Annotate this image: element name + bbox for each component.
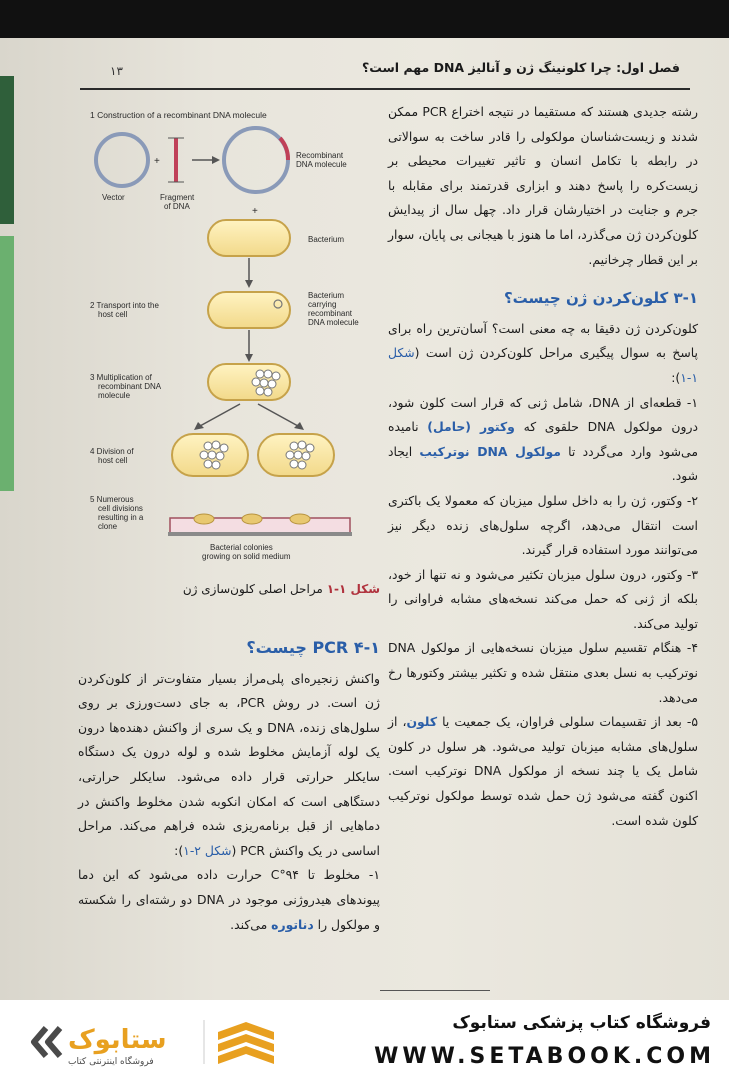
term-vector: وکتور (حامل) [427, 419, 515, 435]
recombinant-circle [224, 128, 288, 192]
step5-label: 5 Numerous cell divisions resulting in a clone [90, 495, 144, 531]
header-rule [80, 88, 690, 90]
shop-url-link[interactable]: WWW.SETABOOK.COM [374, 1044, 715, 1069]
shop-name: فروشگاه کتاب پزشکی ستابوک [452, 1013, 711, 1033]
plus-sign-1: + [154, 156, 160, 167]
vector-circle [96, 134, 148, 186]
chapter-tab [0, 236, 14, 491]
step2-label: 2 Transport into the host cell [90, 301, 159, 319]
term-denature: دناتوره [271, 916, 314, 932]
intro-paragraph: رشته جدیدی هستند که مستقیما در نتیجه اختراع PCR ممکن شدند و زیست‌شناسان مولکولی را قادر ساخت به سوالاتی در رابطه با تکامل انسان و تاثیر تغییرات محیطی بر زیست‌کره را پاسخ دهند و ابزاری قدرتمند برای مقابله با جرم و جنایت در اختیارشان قرار داد. چهل سال از پیدایش کلون‌کردن ژن می‌گذرد، اما ما هنوز با هیجانی بی پایان، سوار بر این قطار چرخانیم. [388, 104, 698, 267]
step4-label: 4 Division of host cell [90, 447, 134, 465]
term-recombinant-dna: مولکول DNA نوترکیب [419, 443, 561, 459]
header-title: فصل اول: چرا کلونینگ ژن و آنالیز DNA مهم است؟ [362, 60, 680, 75]
logo-word: ستابوک [68, 1025, 167, 1055]
step-4: ۴- هنگام تقسیم سلول میزبان نسخه‌هایی از مولکول DNA نوترکیب به نسل بعدی منتقل شده و تکثیر بیشتر وکتورها رخ می‌دهد. [388, 640, 698, 705]
book-chevron-icon [218, 1022, 274, 1064]
dna-fragment [174, 138, 178, 182]
colony-1 [194, 514, 214, 524]
step-1: ۱- قطعه‌ای از DNA، شامل ژنی که قرار است کلون شود، درون مولکول DNA حلقوی که وکتور (حامل) نامیده می‌شود وارد می‌گردد تا مولکول DNA نوترکیب ایجاد شود. [388, 394, 699, 484]
carrying-label: Bacterium carrying recombinant DNA molecule [308, 291, 359, 327]
figure-reference-2: شکل ۲-۱ [183, 842, 232, 858]
figure-caption [78, 582, 380, 596]
bacterium-3 [208, 364, 290, 400]
colony-2 [242, 514, 262, 524]
footnote-rule [380, 990, 490, 991]
cloning-figure [80, 108, 380, 578]
section-heading-pcr: ۴-۱ PCR چیست؟ [246, 638, 380, 657]
colony-3 [290, 514, 310, 524]
step1-label: 1 Construction of a recombinant DNA molecule [90, 110, 267, 120]
figure-number: شکل ۱-۱ [326, 582, 380, 596]
recombinant-label: Recombinant DNA molecule [296, 151, 347, 169]
right-column [388, 100, 698, 833]
question-paragraph: کلون‌کردن ژن دقیقا به چه معنی است؟ آسان‌ترین راه برای پاسخ به سوال پیگیری مراحل کلون‌کردن ژن است (شکل ۱-۱): [388, 320, 698, 385]
chapter-tab-dark [0, 76, 14, 224]
vector-label: Vector [102, 193, 125, 202]
left-column [78, 638, 381, 937]
page-number: ۱۳ [110, 64, 123, 78]
plus-sign-2: + [252, 206, 258, 217]
step-3: ۳- وکتور، درون سلول میزبان تکثیر می‌شود و نه تنها از خود، بلکه از ژنی که حمل می‌کند نسخه‌های مشابه فراوانی را تولید می‌کند. [388, 566, 698, 631]
running-header [110, 60, 680, 86]
figure-caption-text: مراحل اصلی کلون‌سازی ژن [182, 582, 327, 596]
setabook-logo [28, 1014, 288, 1070]
figure-reference: شکل ۱-۱ [388, 345, 698, 385]
term-clone: کلون [406, 714, 438, 730]
step-2: ۲- وکتور، ژن را به داخل سلول میزبان که معمولا یک باکتری است انتقال می‌دهد، اگرچه سلول‌های زنده دیگر نیز می‌توانند مورد استفاده قرار گیرند. [388, 492, 698, 558]
step3-label: 3 Multiplication of recombinant DNA molecule [90, 373, 162, 400]
fragment-label: Fragment of DNA [160, 193, 195, 211]
bacterium-2 [208, 292, 290, 328]
logo-subtitle: فروشگاه اینترنتی کتاب [68, 1057, 154, 1067]
pcr-paragraph: واکنش زنجیره‌ای پلی‌مراز بسیار متفاوت‌تر از کلون‌کردن ژن است. در روش PCR، به جای دست‌ورزی بر روی سلول‌های زنده، DNA و یک سری از واکنش دهنده‌ها درون یک لوله آزمایش مخلوط شده و لوله درون یک دستگاه سایکلر حرارتی قرار داده می‌شود. سایکلر حرارتی، دستگاهی است که امکان انکوبه شدن مخلوط واکنش در دماهایی از قبل برنامه‌ریزی شده فراهم می‌کند. مراحل اساسی در یک واکنش PCR (شکل ۲-۱): [78, 670, 381, 858]
section-heading-gene-cloning: ۳-۱ کلون‌کردن ژن چیست؟ [503, 289, 698, 308]
bacterium-label: Bacterium [308, 235, 345, 244]
photo-top-edge [0, 0, 729, 42]
pcr-step-1: ۱- مخلوط تا ۹۴°C حرارت داده می‌شود که این دما پیوندهای هیدروژنی موجود در DNA دو رشته‌ای را شکسته و مولکول را دناتوره می‌کند. [78, 867, 381, 932]
bacterium-1 [208, 220, 290, 256]
step-5: ۵- بعد از تقسیمات سلولی فراوان، یک جمعیت یا کلون، از سلول‌های مشابه میزبان تولید می‌شود. هر سلول در کلون شامل یک یا چند نسخه از مولکول DNA نوترکیب است. اکنون گفته می‌شود ژن حمل شده توسط مولکول نوترکیب کلون شده است. [388, 714, 698, 828]
colonies-label: Bacterial colonies growing on solid medium [202, 543, 291, 561]
